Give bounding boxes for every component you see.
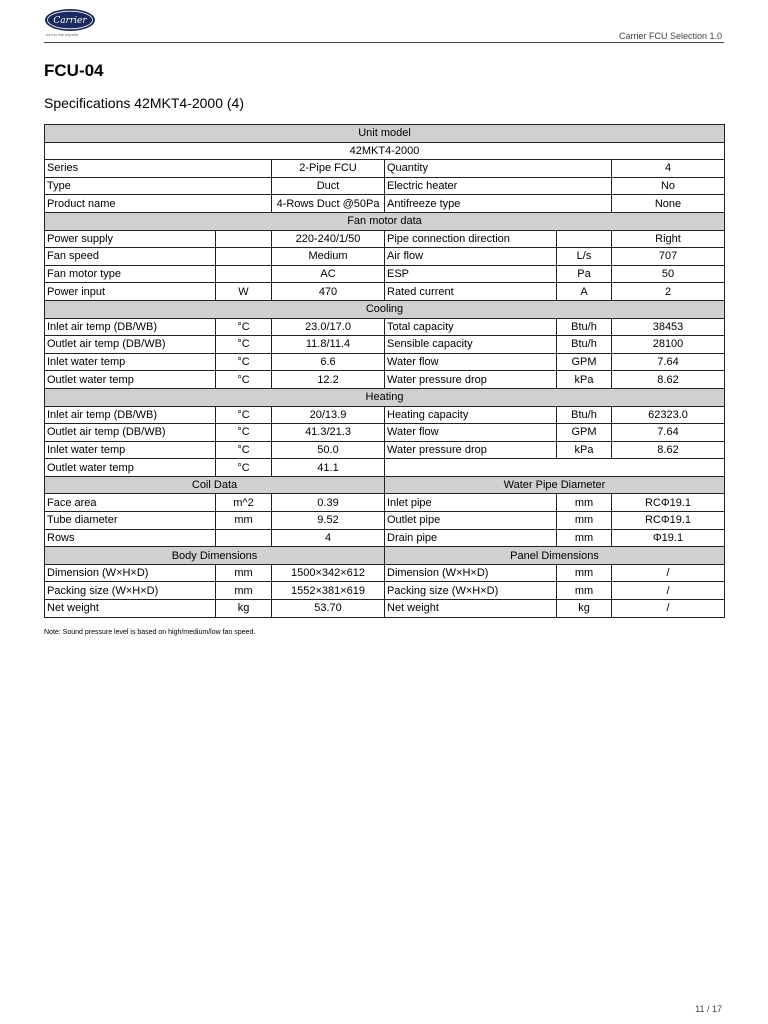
spec-value: Duct <box>272 177 385 195</box>
spec-unit: mm <box>557 564 612 582</box>
spec-label: Rows <box>45 529 216 547</box>
section-header-heating: Heating <box>45 388 725 406</box>
spec-value: 1500×342×612 <box>272 564 385 582</box>
table-row <box>45 582 725 600</box>
spec-label: Power supply <box>45 230 216 248</box>
spec-label: Inlet water temp <box>45 353 216 371</box>
spec-value: 0.39 <box>272 494 385 512</box>
spec-value: 470 <box>272 283 385 301</box>
spec-label: Net weight <box>385 600 557 618</box>
spec-value: 28100 <box>612 336 725 354</box>
spec-value: RCΦ19.1 <box>612 512 725 530</box>
spec-label: Electric heater <box>385 177 612 195</box>
spec-unit: mm <box>216 582 272 600</box>
spec-label: Packing size (W×H×D) <box>385 582 557 600</box>
table-row <box>45 265 725 283</box>
spec-value: 2-Pipe FCU <box>272 160 385 178</box>
table-row <box>45 529 725 547</box>
spec-label: Sensible capacity <box>385 336 557 354</box>
spec-unit: mm <box>216 564 272 582</box>
spec-unit: °C <box>216 353 272 371</box>
spec-value: RCΦ19.1 <box>612 494 725 512</box>
spec-value: 41.1 <box>272 459 385 477</box>
spec-label: Outlet water temp <box>45 459 216 477</box>
unit-id-heading: FCU-04 <box>44 61 104 80</box>
spec-label: Water flow <box>385 424 557 442</box>
table-row <box>45 177 725 195</box>
spec-label: ESP <box>385 265 557 283</box>
spec-unit: kPa <box>557 371 612 389</box>
spec-label: Product name <box>45 195 272 213</box>
spec-unit <box>216 529 272 547</box>
table-row <box>45 441 725 459</box>
spec-value: No <box>612 177 725 195</box>
section-header-fan-motor: Fan motor data <box>45 212 725 230</box>
spec-label: Tube diameter <box>45 512 216 530</box>
section-header-cooling: Cooling <box>45 300 725 318</box>
spec-label: Inlet air temp (DB/WB) <box>45 406 216 424</box>
spec-value: 707 <box>612 248 725 266</box>
carrier-logo <box>44 8 96 32</box>
empty-cell <box>385 459 725 477</box>
spec-value: 9.52 <box>272 512 385 530</box>
table-row <box>45 406 725 424</box>
spec-value: 7.64 <box>612 424 725 442</box>
unit-model-header-row <box>45 125 725 143</box>
table-row <box>45 318 725 336</box>
cooling-header-row <box>45 300 725 318</box>
spec-value: AC <box>272 265 385 283</box>
spec-unit: L/s <box>557 248 612 266</box>
spec-unit: °C <box>216 406 272 424</box>
spec-unit: mm <box>557 494 612 512</box>
table-row <box>45 564 725 582</box>
spec-value: / <box>612 564 725 582</box>
spec-unit: kg <box>557 600 612 618</box>
spec-value: 8.62 <box>612 441 725 459</box>
unit-model-value: 42MKT4-2000 <box>45 142 725 160</box>
spec-value: / <box>612 582 725 600</box>
spec-value: 62323.0 <box>612 406 725 424</box>
specifications-title: Specifications 42MKT4-2000 (4) <box>44 95 244 111</box>
table-row <box>45 283 725 301</box>
spec-value: 50.0 <box>272 441 385 459</box>
spec-unit: mm <box>216 512 272 530</box>
section-header-water-pipe: Water Pipe Diameter <box>385 476 725 494</box>
spec-label: Inlet air temp (DB/WB) <box>45 318 216 336</box>
spec-value: 1552×381×619 <box>272 582 385 600</box>
spec-label: Drain pipe <box>385 529 557 547</box>
spec-label: Antifreeze type <box>385 195 612 213</box>
spec-unit <box>216 265 272 283</box>
spec-value: 11.8/11.4 <box>272 336 385 354</box>
spec-unit: GPM <box>557 424 612 442</box>
spec-label: Air flow <box>385 248 557 266</box>
section-header-panel-dimensions: Panel Dimensions <box>385 547 725 565</box>
spec-unit: mm <box>557 529 612 547</box>
spec-value: 12.2 <box>272 371 385 389</box>
spec-label: Inlet water temp <box>45 441 216 459</box>
spec-label: Face area <box>45 494 216 512</box>
spec-unit: Btu/h <box>557 318 612 336</box>
spec-label: Series <box>45 160 272 178</box>
table-row <box>45 512 725 530</box>
spec-unit <box>216 230 272 248</box>
heating-header-row <box>45 388 725 406</box>
spec-label: Quantity <box>385 160 612 178</box>
spec-label: Pipe connection direction <box>385 230 557 248</box>
spec-label: Rated current <box>385 283 557 301</box>
spec-label: Net weight <box>45 600 216 618</box>
spec-value: 2 <box>612 283 725 301</box>
table-row <box>45 371 725 389</box>
spec-label: Water pressure drop <box>385 441 557 459</box>
spec-label: Total capacity <box>385 318 557 336</box>
spec-label: Heating capacity <box>385 406 557 424</box>
spec-label: Dimension (W×H×D) <box>45 564 216 582</box>
spec-label: Water flow <box>385 353 557 371</box>
spec-label: Water pressure drop <box>385 371 557 389</box>
dimensions-header-row <box>45 547 725 565</box>
page-number: 11 / 17 <box>695 1004 722 1014</box>
spec-unit: mm <box>557 582 612 600</box>
spec-value: 4 <box>272 529 385 547</box>
spec-unit: A <box>557 283 612 301</box>
spec-value: 4 <box>612 160 725 178</box>
spec-unit <box>557 230 612 248</box>
table-row <box>45 230 725 248</box>
spec-unit: Pa <box>557 265 612 283</box>
spec-label: Outlet pipe <box>385 512 557 530</box>
spec-value: 4-Rows Duct @50Pa <box>272 195 385 213</box>
table-row <box>45 600 725 618</box>
table-row <box>45 195 725 213</box>
spec-value: 6.6 <box>272 353 385 371</box>
spec-unit: GPM <box>557 353 612 371</box>
spec-value: Medium <box>272 248 385 266</box>
spec-unit: °C <box>216 371 272 389</box>
table-row <box>45 459 725 477</box>
table-row <box>45 494 725 512</box>
coil-pipe-header-row <box>45 476 725 494</box>
spec-value: Right <box>612 230 725 248</box>
section-header-coil-data: Coil Data <box>45 476 385 494</box>
spec-unit: m^2 <box>216 494 272 512</box>
spec-label: Inlet pipe <box>385 494 557 512</box>
spec-unit: °C <box>216 424 272 442</box>
spec-label: Outlet air temp (DB/WB) <box>45 336 216 354</box>
brand-name: Carrier <box>53 16 87 26</box>
spec-value: / <box>612 600 725 618</box>
footnote: Note: Sound pressure level is based on high/medium/low fan speed. <box>44 629 256 636</box>
section-header-unit-model: Unit model <box>45 125 725 143</box>
spec-value: 41.3/21.3 <box>272 424 385 442</box>
spec-value: 53.70 <box>272 600 385 618</box>
spec-unit: Btu/h <box>557 336 612 354</box>
table-row <box>45 353 725 371</box>
spec-value: 50 <box>612 265 725 283</box>
spec-label: Outlet water temp <box>45 371 216 389</box>
spec-value: 220-240/1/50 <box>272 230 385 248</box>
spec-label: Dimension (W×H×D) <box>385 564 557 582</box>
table-row <box>45 336 725 354</box>
spec-label: Fan motor type <box>45 265 216 283</box>
spec-unit: °C <box>216 336 272 354</box>
brand-tagline: turn to the experts <box>46 32 79 37</box>
spec-unit: kg <box>216 600 272 618</box>
spec-value: 8.62 <box>612 371 725 389</box>
spec-unit: °C <box>216 459 272 477</box>
spec-value: Φ19.1 <box>612 529 725 547</box>
spec-label: Power input <box>45 283 216 301</box>
fan-motor-header-row <box>45 212 725 230</box>
spec-unit: kPa <box>557 441 612 459</box>
spec-value: 7.64 <box>612 353 725 371</box>
app-title: Carrier FCU Selection 1.0 <box>618 31 722 41</box>
section-header-body-dimensions: Body Dimensions <box>45 547 385 565</box>
specifications-table <box>44 124 725 618</box>
header-divider <box>44 42 724 43</box>
spec-label: Type <box>45 177 272 195</box>
spec-unit: °C <box>216 318 272 336</box>
spec-label: Outlet air temp (DB/WB) <box>45 424 216 442</box>
spec-value: 20/13.9 <box>272 406 385 424</box>
spec-unit: °C <box>216 441 272 459</box>
table-row <box>45 160 725 178</box>
unit-model-row <box>45 142 725 160</box>
spec-value: 23.0/17.0 <box>272 318 385 336</box>
spec-label: Fan speed <box>45 248 216 266</box>
spec-unit: mm <box>557 512 612 530</box>
spec-value: None <box>612 195 725 213</box>
table-row <box>45 248 725 266</box>
spec-unit <box>216 248 272 266</box>
spec-value: 38453 <box>612 318 725 336</box>
spec-label: Packing size (W×H×D) <box>45 582 216 600</box>
spec-unit: Btu/h <box>557 406 612 424</box>
table-row <box>45 424 725 442</box>
spec-unit: W <box>216 283 272 301</box>
